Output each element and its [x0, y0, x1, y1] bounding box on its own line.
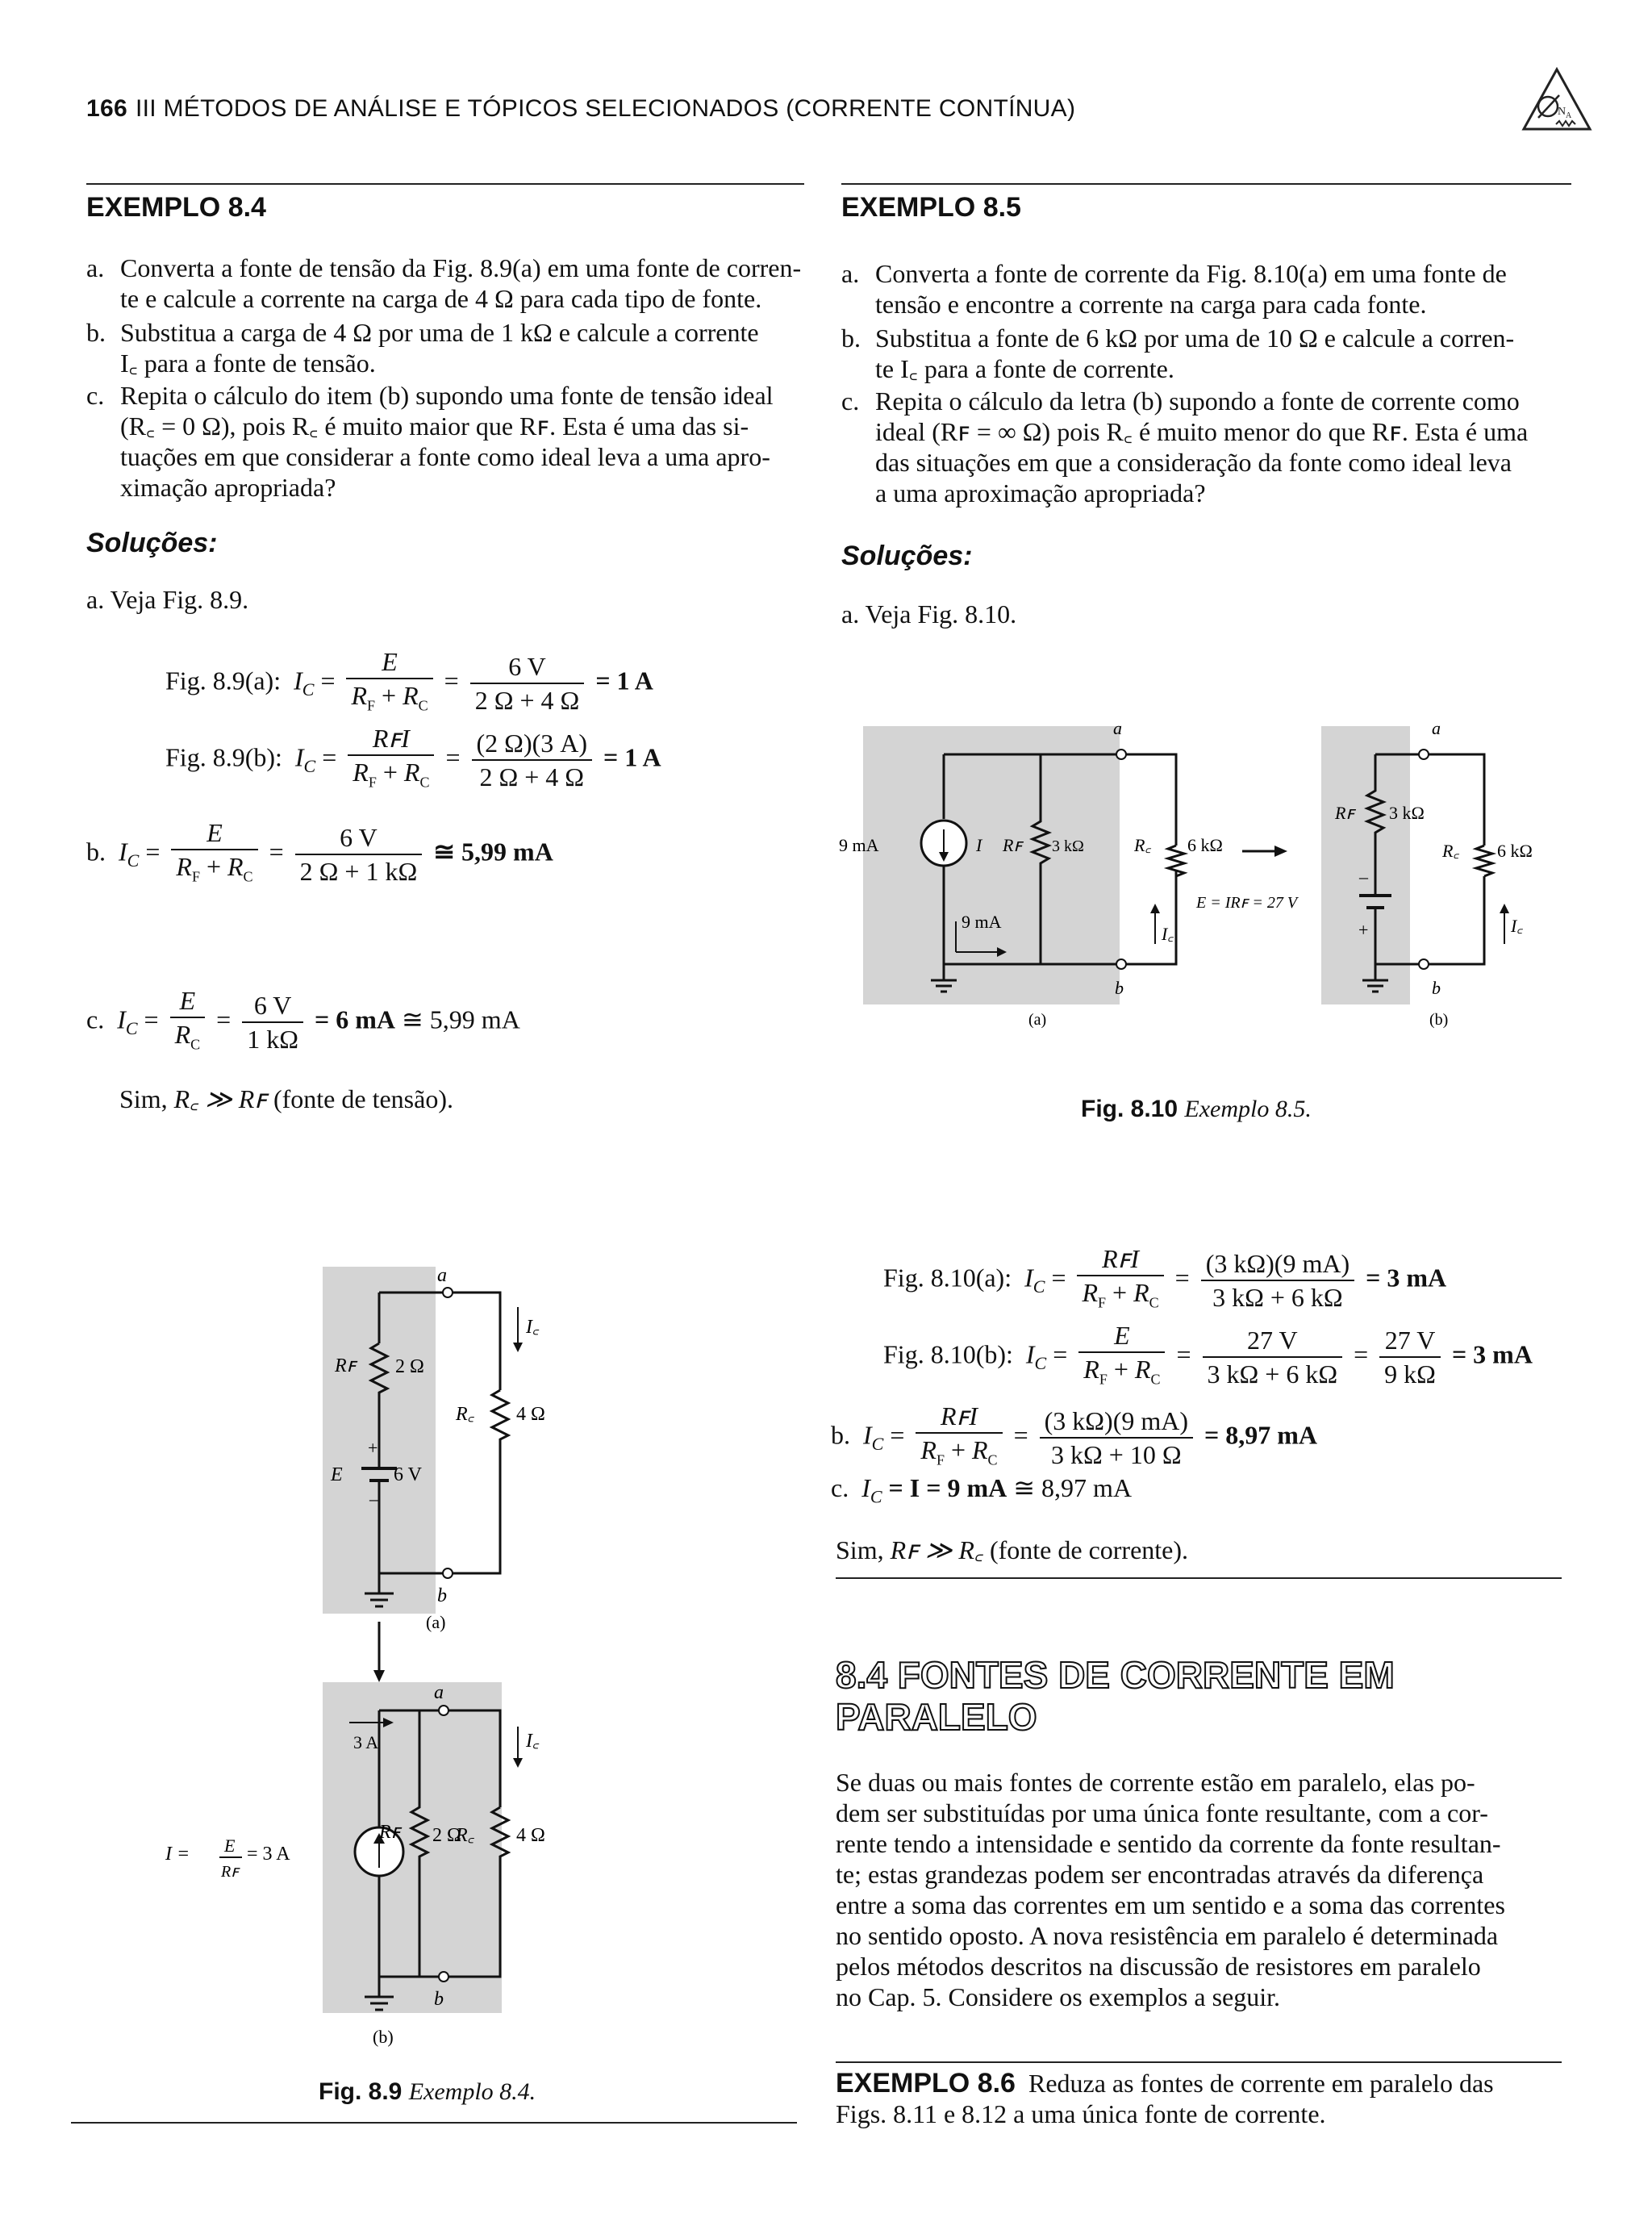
svg-text:N: N	[1558, 106, 1566, 118]
svg-text:(b): (b)	[373, 2027, 394, 2047]
svg-text:Rꜰ: Rꜰ	[221, 1863, 240, 1881]
svg-text:a: a	[1432, 718, 1441, 738]
svg-text:b: b	[1432, 978, 1441, 998]
svg-text:I: I	[976, 835, 982, 855]
section-8-4-title: 8.4 FONTES DE CORRENTE EM PARALELO	[836, 1654, 1395, 1738]
ex85-item-c: c. Repita o cálculo da letra (b) supondo a fonte de corrente como ideal (Rꜰ = ∞ Ω) pois R꜀ é muito menor do que Rꜰ. Esta é uma das situações em que a consideração da fonte como ideal leva a uma aproximação apropriada?	[841, 386, 1529, 507]
svg-text:I꜀: I꜀	[526, 1731, 540, 1752]
svg-text:4 Ω: 4 Ω	[516, 1404, 545, 1425]
ex84-solutions-heading: Soluções:	[86, 528, 218, 558]
rule-ex85	[841, 183, 1571, 185]
fig-8-9-caption: Fig. 8.9 Exemplo 8.4.	[319, 2078, 536, 2105]
rule-ex85-end	[836, 1577, 1562, 1579]
fig89a-rc-resistor	[492, 1390, 508, 1452]
ex85-solutions-heading: Soluções:	[841, 541, 973, 571]
ex84-eq-c: c. $I_C$ = $\frac{E}{R_C}$ = $\frac{6 V}{1 k\Omega}$ = 6 mA ≅ 5,99 mA	[86, 986, 520, 1055]
svg-text:a: a	[437, 1265, 447, 1286]
ex85-eq-fig810b: Fig. 8.10(b): $I_C$ = $\frac{E}{R_F + R_C}$ = $\frac{27 V}{3 k\Omega + 6 k\Omega}$ = $\frac{27 V}{9 k\Omega}$ = 3 mA	[883, 1321, 1533, 1389]
svg-text:Rꜰ: Rꜰ	[379, 1822, 401, 1843]
ex85-eq-b: b. $I_C$ = $\frac{\text{RꜰI}}{R_F + R_C}$ = $\frac{(3 k\Omega)(9 mA)}{3 k\Omega + 10 \Omega}$ = 8,97 mA	[831, 1401, 1318, 1470]
svg-text:E: E	[331, 1464, 343, 1485]
svg-text:9 mA: 9 mA	[962, 912, 1002, 932]
svg-text:R꜀: R꜀	[1442, 841, 1460, 861]
svg-text:I꜀: I꜀	[1162, 924, 1174, 944]
example-8-5-heading: EXEMPLO 8.5	[841, 192, 1021, 223]
svg-text:4 Ω: 4 Ω	[516, 1825, 545, 1846]
svg-text:b: b	[434, 1989, 444, 2010]
page-number: 166	[86, 95, 127, 122]
svg-text:–: –	[369, 1489, 378, 1509]
svg-text:I =: I =	[165, 1844, 190, 1865]
ex85-conclusion: Sim, Rꜰ ≫ R꜀ (fonte de corrente).	[836, 1535, 1189, 1564]
rule-ex86	[836, 2061, 1562, 2063]
fig89a-circuit	[323, 1265, 545, 1632]
fig810b-circuit	[1195, 718, 1533, 1029]
svg-text:A: A	[1566, 111, 1572, 120]
rule-ex84	[86, 183, 804, 185]
ex84-item-a: a. Converta a fonte de tensão da Fig. 8.9(a) em uma fonte de corren- te e calcule a corrente na carga de 4 Ω para cada tipo de fonte.	[86, 253, 802, 313]
svg-text:a: a	[434, 1682, 444, 1703]
figure-8-10	[839, 710, 1581, 1041]
svg-text:a: a	[1113, 718, 1122, 738]
ex85-eq-fig810a: Fig. 8.10(a): $I_C$ = $\frac{\text{RꜰI}}{R_F + R_C}$ = $\frac{(3 k\Omega)(9 mA)}{3 k\Omega + 6 k\Omega}$ = 3 mA	[883, 1244, 1447, 1313]
svg-text:= 3 A: = 3 A	[247, 1844, 290, 1865]
svg-text:R꜀: R꜀	[456, 1825, 474, 1846]
ex84-sol-a: a. Veja Fig. 8.9.	[86, 585, 249, 614]
svg-text:2 Ω: 2 Ω	[432, 1825, 461, 1846]
svg-text:+: +	[368, 1438, 378, 1458]
svg-text:+: +	[1358, 920, 1369, 940]
part-number: III	[135, 95, 156, 122]
svg-text:(b): (b)	[1429, 1011, 1449, 1029]
rule-left-bottom	[71, 2122, 797, 2124]
svg-text:3 kΩ: 3 kΩ	[1389, 803, 1425, 823]
svg-text:E = IRꜰ = 27 V: E = IRꜰ = 27 V	[1196, 894, 1298, 912]
svg-text:6 kΩ: 6 kΩ	[1187, 835, 1223, 855]
ex85-item-a: a. Converta a fonte de corrente da Fig. 8.10(a) em uma fonte de tensão e encontre a corrente na carga para cada fonte.	[841, 259, 1507, 319]
svg-text:I꜀: I꜀	[1511, 916, 1523, 936]
svg-text:(a): (a)	[426, 1612, 446, 1632]
triangle-logo-icon	[1521, 65, 1593, 137]
svg-text:2 Ω: 2 Ω	[395, 1356, 424, 1377]
ex85-item-b: b. Substitua a fonte de 6 kΩ por uma de 10 Ω e calcule a corren- te I꜀ para a fonte de corrente.	[841, 324, 1515, 383]
svg-text:9 mA: 9 mA	[839, 835, 879, 855]
svg-text:3 kΩ: 3 kΩ	[1052, 837, 1084, 855]
svg-text:E: E	[224, 1836, 236, 1856]
chapter-title: MÉTODOS DE ANÁLISE E TÓPICOS SELECIONADOS (CORRENTE CONTÍNUA)	[163, 95, 1076, 122]
svg-text:3 A: 3 A	[353, 1732, 379, 1752]
svg-text:I꜀: I꜀	[526, 1317, 540, 1338]
svg-text:–: –	[1359, 867, 1368, 887]
fig810b-rc-resistor	[1476, 846, 1492, 876]
ex85-sol-a: a. Veja Fig. 8.10.	[841, 599, 1017, 629]
figure-8-9	[145, 1259, 742, 2082]
ex84-conclusion: Sim, R꜀ ≫ Rꜰ (fonte de tensão).	[119, 1084, 453, 1113]
section-8-4-body: Se duas ou mais fontes de corrente estão em paralelo, elas po- dem ser substituídas por uma única fonte resultante, com a cor- rente tendo a intensidade e sentido da corrente da fonte resultan- te; estas grandezas podem ser encontradas através da diferença entre a soma das correntes em um sentido e a soma das correntes no sentido oposto. A nova resistência em paralelo é determinada pelos métodos descritos na discussão de resistores em paralelo no Cap. 5. Considere os exemplos a seguir.	[836, 1768, 1505, 2011]
svg-text:R꜀: R꜀	[1134, 835, 1152, 855]
running-header	[86, 95, 1075, 123]
svg-text:Rꜰ: Rꜰ	[1003, 835, 1023, 855]
ex84-item-c: c. Repita o cálculo do item (b) supondo uma fonte de tensão ideal (R꜀ = 0 Ω), pois R꜀ é muito maior que Rꜰ. Esta é uma das si- tuações em que considerar a fonte como ideal leva a uma apro- ximação apropriada?	[86, 381, 774, 502]
svg-text:b: b	[1115, 978, 1124, 998]
example-8-6-heading: EXEMPLO 8.6	[836, 2068, 1016, 2099]
fig810a-circuit	[839, 718, 1223, 1029]
example-8-4-heading: EXEMPLO 8.4	[86, 192, 266, 223]
ex84-item-b: b. Substitua a carga de 4 Ω por uma de 1 kΩ e calcule a corrente I꜀ para a fonte de tensão.	[86, 318, 759, 378]
ex84-eq-fig89a: Fig. 8.9(a): $I_C$ = $\frac{E}{R_F + R_C}$ = $\frac{6 V}{2 \Omega + 4 \Omega}$ = 1 A	[165, 647, 653, 716]
fig810a-rc-resistor	[1168, 846, 1184, 876]
svg-text:Rꜰ: Rꜰ	[335, 1355, 357, 1376]
svg-text:R꜀: R꜀	[456, 1404, 474, 1425]
ex84-eq-b: b. $I_C$ = $\frac{E}{R_F + R_C}$ = $\frac{6 V}{2 \Omega + 1 k\Omega}$ ≅ 5,99 mA	[86, 818, 553, 887]
example-8-6: EXEMPLO 8.6 Reduza as fontes de corrente em paralelo das Figs. 8.11 e 8.12 a uma única fonte de corrente.	[836, 2068, 1494, 2128]
svg-text:6 kΩ: 6 kΩ	[1497, 841, 1533, 861]
svg-text:b: b	[437, 1585, 447, 1606]
svg-text:6 V: 6 V	[394, 1464, 422, 1485]
ex85-eq-c: c. $I_C = I = 9$ mA ≅ 8,97 mA	[831, 1473, 1133, 1507]
fig-8-10-caption: Fig. 8.10 Exemplo 8.5.	[1081, 1096, 1312, 1122]
ex84-eq-fig89b: Fig. 8.9(b): $I_C$ = $\frac{\text{RꜰI}}{R_F + R_C}$ = $\frac{(2 \Omega)(3 A)}{2 \Omega + 4 \Omega}$ = 1 A	[165, 724, 661, 792]
svg-text:(a): (a)	[1028, 1011, 1047, 1029]
svg-text:Rꜰ: Rꜰ	[1335, 803, 1355, 823]
fig89b-circuit	[165, 1682, 545, 2047]
